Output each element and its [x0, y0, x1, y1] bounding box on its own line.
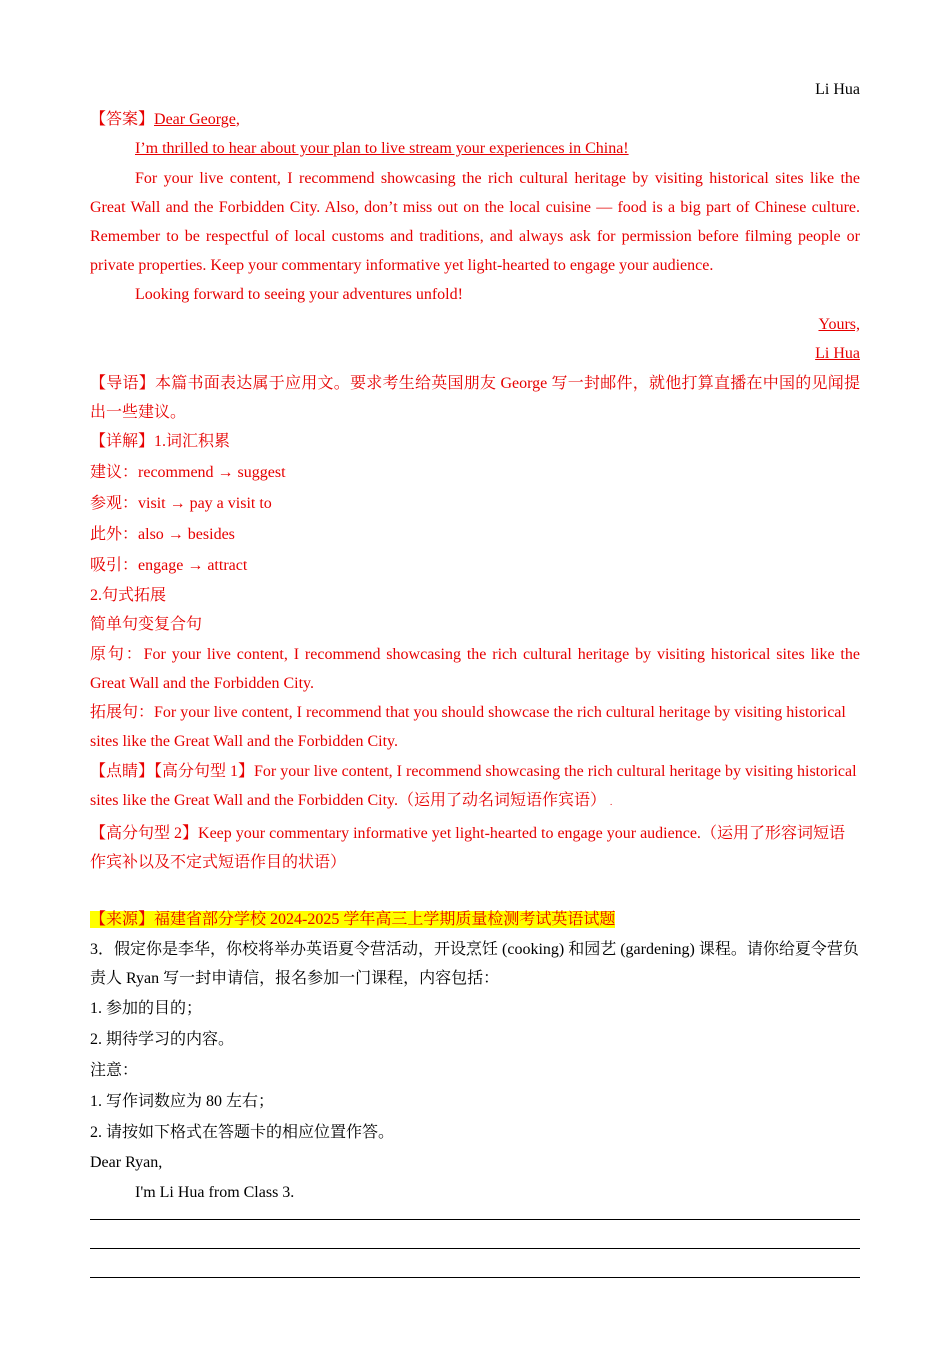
vocab-to: attract: [207, 556, 248, 574]
vocab-to: suggest: [237, 463, 286, 481]
s1-label: 【高分句型 1】: [154, 762, 255, 780]
spacer: [90, 877, 860, 905]
detail-heading-line: [90, 427, 860, 457]
guide-label: 【导语】: [90, 374, 155, 392]
vocab-item: [90, 457, 860, 488]
vocab-from: recommend: [138, 463, 214, 481]
s1-text: For your live content, I recommend showcasing the rich cultural heritage by visiting historical sites like the Great Wall and the Forbidden City.: [90, 762, 857, 809]
question-point: 1. 参加的目的；: [90, 1000, 203, 1018]
vocab-zh: 吸引：: [90, 556, 139, 574]
arrow-icon: →: [169, 494, 186, 512]
note-item: 2. 请按如下格式在答题卡的相应位置作答。: [90, 1124, 395, 1142]
answer-closing: Looking forward to seeing your adventures unfold!: [135, 286, 463, 304]
sentence-heading: 2.句式拓展: [90, 586, 167, 604]
vocab-item: [90, 519, 860, 550]
vocab-to: besides: [187, 525, 235, 543]
answer-blank-line: [90, 1220, 860, 1249]
guide-paragraph: [90, 369, 860, 427]
vocab-from: visit: [138, 494, 166, 512]
document-content: [90, 75, 860, 1278]
letter-salutation: Dear Ryan,: [90, 1154, 163, 1172]
vocab-zh: 建议：: [90, 463, 139, 481]
note-item: 1. 写作词数应为 80 左右；: [90, 1093, 275, 1111]
answer-opening: I’m thrilled to hear about your plan to live stream your experiences in China!: [135, 140, 629, 157]
vocab-heading: 1.词汇积累: [154, 433, 231, 451]
answer-name: Li Hua: [815, 345, 860, 363]
letter-starter: I'm Li Hua from Class 3.: [135, 1183, 295, 1201]
expanded-label: 拓展句：: [90, 704, 155, 722]
vocab-from: engage: [138, 556, 184, 574]
question-text: 假定你是李华，你校将举办英语夏令营活动，开设烹饪 (cooking) 和园艺 (gardening) 课程。请你给夏令营负责人 Ryan 写一封申请信，报名参加一门课程，内容包括：: [90, 940, 859, 988]
notes-heading: 注意：: [90, 1062, 139, 1080]
vocab-item: [90, 488, 860, 519]
sentence-type: 简单句变复合句: [90, 616, 203, 634]
original-text: For your live content, I recommend showcasing the rich cultural heritage by visiting historical sites like the Great Wall and the Forbidden City.: [90, 645, 860, 692]
vocab-to: pay a visit to: [189, 494, 272, 512]
s1-note: （运用了动名词短语作宾语）: [397, 791, 606, 809]
question-point: 2. 期待学习的内容。: [90, 1031, 235, 1049]
arrow-icon: →: [187, 556, 204, 574]
s2-label: 【高分句型 2】: [90, 824, 199, 842]
answer-label: 【答案】: [90, 110, 155, 128]
vocab-from: also: [138, 525, 164, 543]
arrow-icon: →: [167, 525, 184, 543]
vocab-item: [90, 550, 860, 581]
expanded-text: For your live content, I recommend that you should showcase the rich cultural heritage by visiting historical sites like the Great Wall and the Forbidden City.: [90, 704, 846, 751]
expanded-sentence: [90, 698, 860, 756]
arrow-icon: →: [217, 463, 234, 481]
question-number: 3．: [90, 940, 115, 958]
s2-text: Keep your commentary informative yet light-hearted to engage your audience.: [198, 824, 701, 842]
vocab-zh: 此外：: [90, 525, 139, 543]
vocab-zh: 参观：: [90, 494, 139, 512]
answer-salutation: Dear George,: [154, 110, 240, 128]
source-label: 【来源】: [90, 911, 155, 929]
answer-signoff: Yours,: [818, 315, 860, 333]
s1-mark: .: [610, 796, 613, 807]
answer-opening-line: [90, 134, 860, 164]
highlight-sentence-2: [90, 819, 860, 877]
answer-salutation-line: [90, 105, 860, 135]
original-sentence: [90, 640, 860, 698]
answer-blank-line: [90, 1207, 860, 1220]
question-prompt: [90, 935, 860, 993]
answer-signoff-line: [90, 310, 860, 340]
original-label: 原句：: [90, 645, 144, 663]
source-line: [90, 905, 860, 935]
highlight-sentence-1: [90, 757, 860, 817]
source-text: 福建省部分学校 2024-2025 学年高三上学期质量检测考试英语试题: [154, 911, 616, 929]
highlight-label: 【点睛】: [90, 762, 155, 780]
detail-label: 【详解】: [90, 433, 155, 451]
guide-text: 本篇书面表达属于应用文。要求考生给英国朋友 George 写一封邮件，就他打算直播在中国的见闻提出一些建议。: [90, 374, 860, 422]
top-signature: Li Hua: [815, 81, 860, 98]
source-highlight: [90, 911, 615, 928]
s2-note: （运用了形容词短语作宾补以及不定式短语作目的状语）: [90, 824, 845, 872]
answer-name-line: [90, 339, 860, 369]
answer-blank-line: [90, 1249, 860, 1278]
answer-body: For your live content, I recommend showcasing the rich cultural heritage by visiting historical sites like the Great Wall and the Forbidden City. Also, don’t miss out on the local cuisine — food is a big part of Chinese culture. Remember to be respectful of local customs and traditions, and always ask for permission before filming people or private properties. Keep your commentary informative yet light-hearted to engage your audience.: [90, 169, 860, 275]
